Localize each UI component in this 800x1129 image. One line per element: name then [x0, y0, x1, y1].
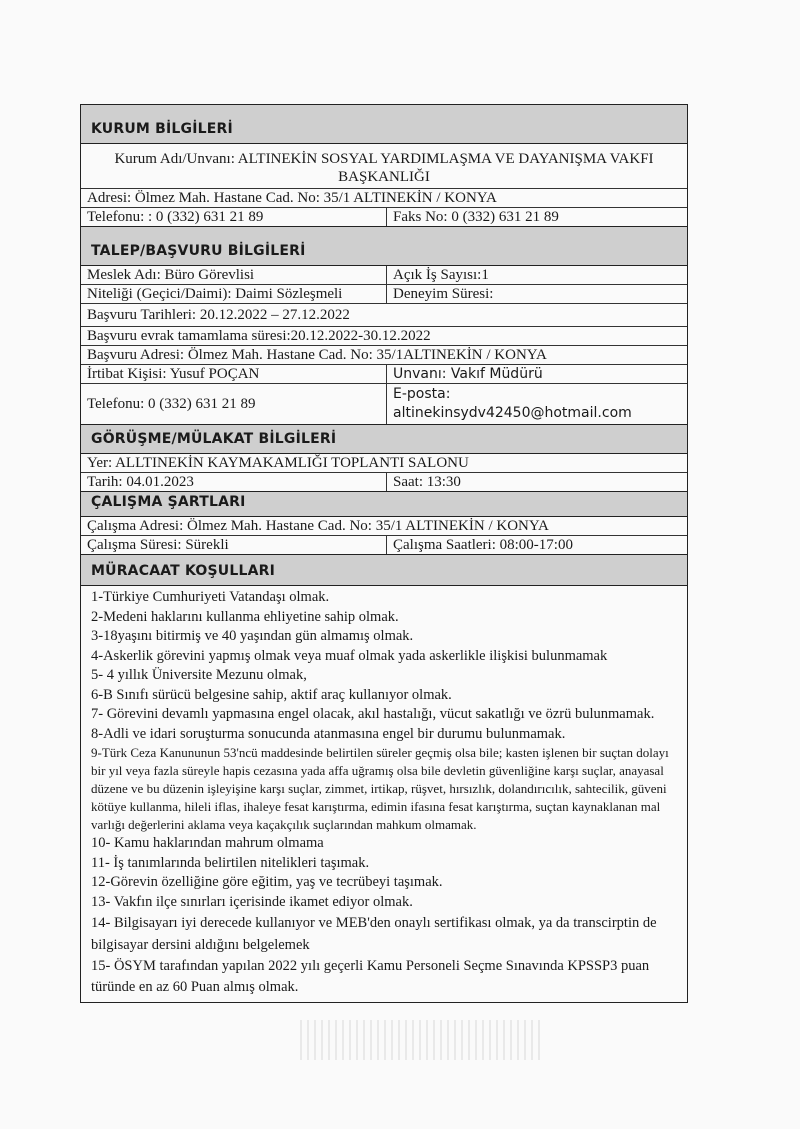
gorusme-saat: Saat: 13:30	[393, 474, 461, 490]
list-item: 9-Türk Ceza Kanununun 53'ncü maddesinde belirtilen süreler geçmiş olsa bile; kasten işlenen bir suçtan dolayı bir yıl veya fazla süreyle hapis cezasına yada affa uğramış olsa bile devletin güvenliğine karşı suçlar, anayasal düzene ve bu düzenin işleyişine karşı suçlar, zimmet, irtikap, rüşvet, hırsızlık, dolandırıcılık, sahtecilik, güveni kötüye kullanma, hileli iflas, ihaleye fesat karıştırma, edimin ifasına fesat karıştırma, suçtan kaynaklanan mal varlığı değerlerini aklama veya kaçakçılık suçlarından mahkum olmamak.	[91, 745, 669, 832]
gorusme-row-2	[81, 473, 687, 491]
deneyim-suresi: Deneyim Süresi:	[393, 286, 494, 302]
list-item: 6-B Sınıfı sürücü belgesine sahip, aktif araç kullanıyor olmak.	[91, 686, 452, 703]
list-item: 11- İş tanımlarında belirtilen nitelikleri taşımak.	[91, 854, 370, 871]
list-item: 13- Vakfın ilçe sınırları içerisinde ikamet ediyor olmak.	[91, 893, 413, 910]
list-item: 2-Medeni haklarını kullanma ehliyetine sahip olmak.	[91, 608, 399, 625]
talep-row-4	[81, 327, 687, 346]
muracaat-list	[81, 586, 687, 1003]
talep-row-3	[81, 304, 687, 327]
job-posting-form	[80, 104, 688, 1003]
faded-stamp	[300, 1020, 540, 1060]
eposta-label: E-posta:	[393, 386, 451, 402]
section-header-talep: TALEP/BAŞVURU BİLGİLERİ	[81, 226, 687, 266]
talep-row-5	[81, 346, 687, 365]
list-item: 12-Görevin özelliğine göre eğitim, yaş ve tecrübeyi taşımak.	[91, 874, 443, 890]
calisma-saatleri: Çalışma Saatleri: 08:00-17:00	[393, 537, 573, 553]
talep-row-2	[81, 285, 687, 304]
talep-row-7	[81, 384, 687, 424]
kurum-name-row	[81, 144, 687, 189]
list-item: 4-Askerlik görevini yapmış olmak veya muaf olmak yada askerlikle ilişkisi bulunmamak	[91, 647, 608, 664]
kurum-phone-row	[81, 208, 687, 226]
talep-row-6	[81, 365, 687, 384]
calisma-adresi: Çalışma Adresi: Ölmez Mah. Hastane Cad. No: 35/1 ALTINEKİN / KONYA	[87, 518, 549, 534]
kurum-phone: Telefonu: : 0 (332) 631 21 89	[81, 208, 387, 226]
niteligi: Niteliği (Geçici/Daimi): Daimi Sözleşmeli	[81, 285, 387, 303]
calisma-row-1	[81, 517, 687, 536]
talep-row-1	[81, 266, 687, 285]
section-header-muracaat: MÜRACAAT KOŞULLARI	[81, 554, 687, 586]
irtibat-kisisi: İrtibat Kişisi: Yusuf POÇAN	[81, 365, 387, 383]
list-item: 10- Kamu haklarından mahrum olmama	[91, 835, 324, 851]
kurum-address: Adresi: Ölmez Mah. Hastane Cad. No: 35/1 ALTINEKİN / KONYA	[87, 190, 497, 206]
meslek-adi: Meslek Adı: Büro Görevlisi	[81, 266, 387, 284]
list-item: 3-18yaşını bitirmiş ve 40 yaşından gün almamış olmak.	[91, 628, 414, 644]
evrak-suresi: Başvuru evrak tamamlama süresi:20.12.2022-30.12.2022	[87, 328, 431, 344]
calisma-row-2	[81, 536, 687, 554]
telefonu: Telefonu: 0 (332) 631 21 89	[81, 384, 387, 424]
list-item: 15- ÖSYM tarafından yapılan 2022 yılı geçerli Kamu Personeli Seçme Sınavında KPSSP3 puan türünde en az 60 Puan almış olmak.	[91, 958, 650, 995]
list-item: 7- Görevini devamlı yapmasına engel olacak, akıl hastalığı, vücut sakatlığı ve özrü bulunmamak.	[91, 706, 655, 722]
unvani: Unvanı: Vakıf Müdürü	[393, 366, 543, 382]
gorusme-yer: Yer: ALLTINEKİN KAYMAKAMLIĞI TOPLANTI SALONU	[87, 455, 469, 471]
kurum-address-row	[81, 189, 687, 208]
section-header-gorusme: GÖRÜŞME/MÜLAKAT BİLGİLERİ	[81, 424, 687, 454]
basvuru-tarihleri: Başvuru Tarihleri: 20.12.2022 – 27.12.2022	[87, 307, 350, 323]
list-item: 5- 4 yıllık Üniversite Mezunu olmak,	[91, 667, 307, 683]
list-item: 1-Türkiye Cumhuriyeti Vatandaşı olmak.	[91, 589, 330, 605]
list-item: 8-Adli ve idari soruşturma sonucunda atanmasına engel bir durumu bulunmamak.	[91, 725, 566, 742]
list-item: 14- Bilgisayarı iyi derecede kullanıyor ve MEB'den onaylı sertifikası olmak, ya da transcirptin de bilgisayar dersini aldığını belgelemek	[91, 915, 657, 953]
eposta-cell	[387, 384, 687, 424]
calisma-suresi: Çalışma Süresi: Sürekli	[81, 536, 387, 554]
gorusme-tarih: Tarih: 04.01.2023	[81, 473, 387, 491]
gorusme-row-1	[81, 454, 687, 473]
eposta-address: altinekinsydv42450@hotmail.com	[393, 405, 632, 421]
basvuru-adresi: Başvuru Adresi: Ölmez Mah. Hastane Cad. No: 35/1ALTINEKİN / KONYA	[87, 347, 547, 363]
acik-is-sayisi: Açık İş Sayısı:1	[393, 267, 489, 283]
section-header-calisma: ÇALIŞMA ŞARTLARI	[81, 491, 687, 517]
kurum-fax: Faks No: 0 (332) 631 21 89	[393, 209, 559, 225]
section-header-kurum: KURUM BİLGİLERİ	[81, 104, 687, 144]
kurum-name: Kurum Adı/Unvanı: ALTINEKİN SOSYAL YARDIMLAŞMA VE DAYANIŞMA VAKFI BAŞKANLIĞI	[114, 151, 654, 185]
